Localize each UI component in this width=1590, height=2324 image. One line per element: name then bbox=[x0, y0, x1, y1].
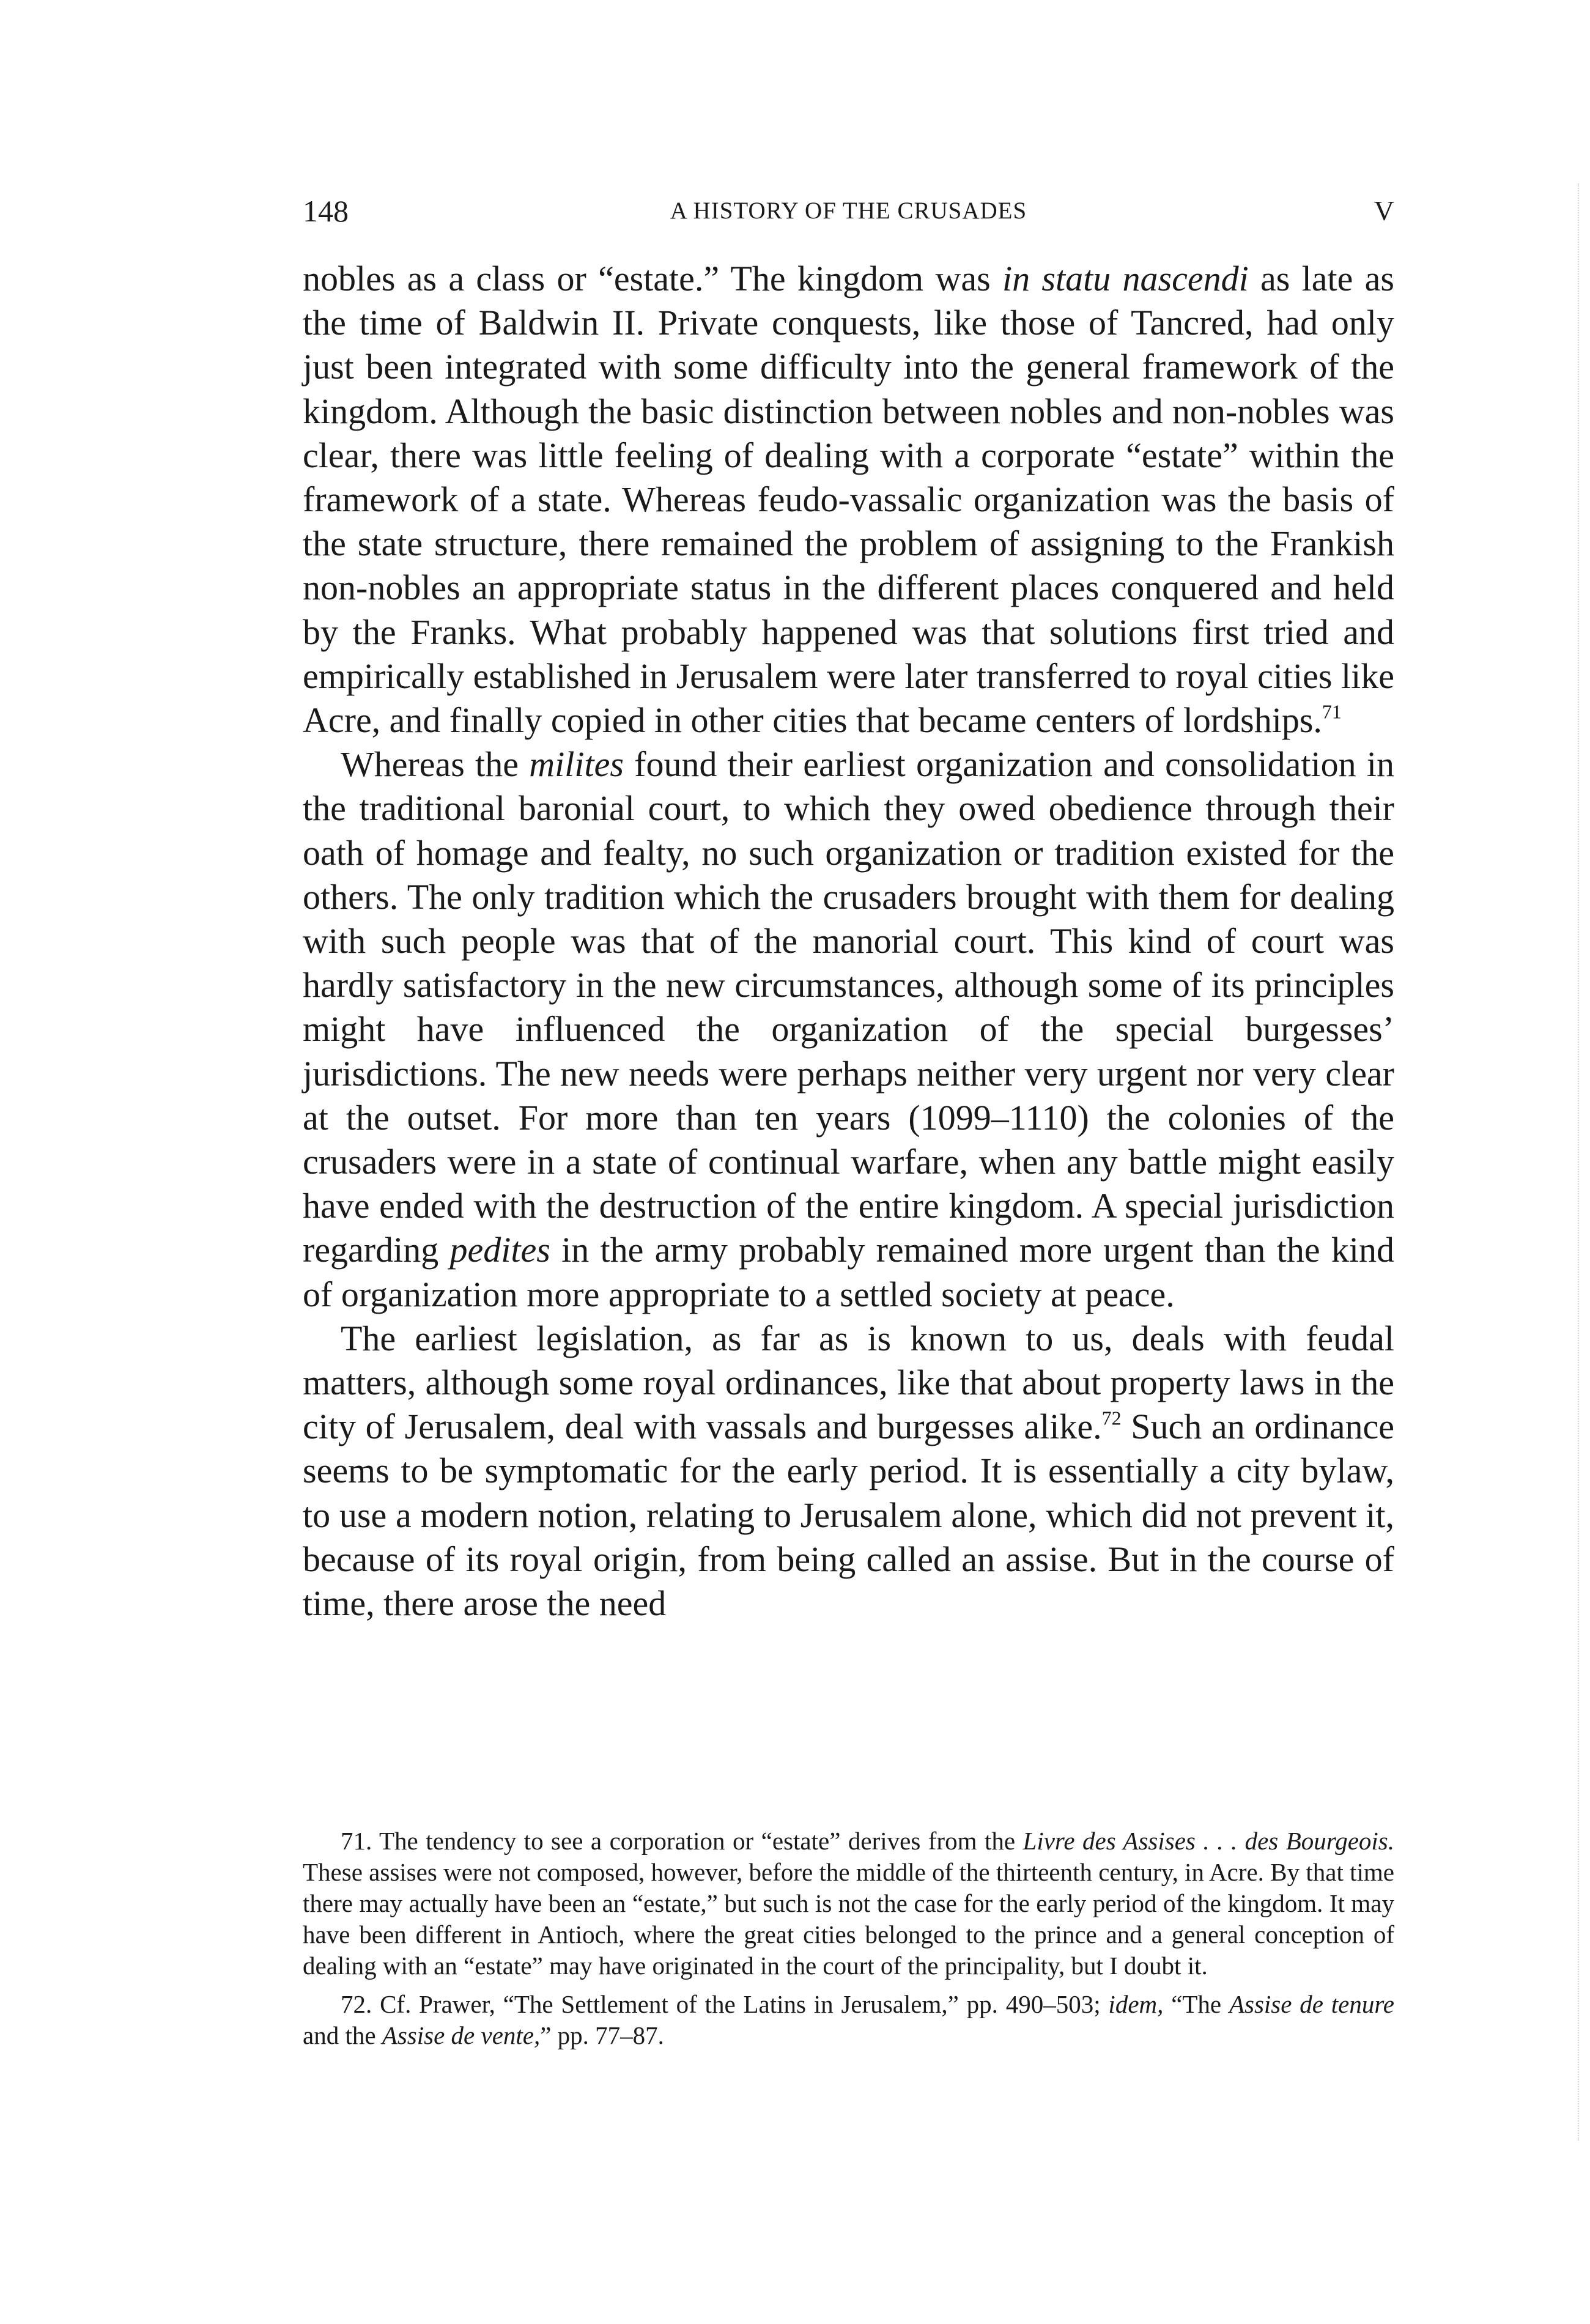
paragraph-1 bbox=[303, 257, 1394, 742]
paragraph-3 bbox=[303, 1317, 1394, 1626]
text-run: 71. The tendency to see a corporation or “estate” derives from the bbox=[341, 1827, 1023, 1855]
main-text bbox=[303, 257, 1394, 1626]
text-run: The earliest legislation, as far as is known to us, deals with feudal matters, although some royal ordinances, like that about property laws in the city of Jerusalem, deal with vassals and burgesses alike. bbox=[303, 1318, 1394, 1447]
italic-phrase: milites bbox=[529, 744, 624, 785]
footnote-72 bbox=[303, 1989, 1394, 2051]
text-run: Whereas the bbox=[341, 744, 530, 785]
text-run: “The bbox=[1163, 1990, 1229, 2018]
footnote-ref-72: 72 bbox=[1101, 1407, 1122, 1429]
text-run: as late as the time of Baldwin II. Private conquests, like those of Tancred, had only just been integrated with some difficulty into the general framework of the kingdom. Although the basic distinction between nobles and non-nobles was clear, there was little feeling of dealing with a corporate “estate” within the framework of a state. Whereas feudo-vassalic organization was the basis of the state structure, there remained the problem of assigning to the Frankish non-nobles an appropriate status in the different places conquered and held by the Franks. What probably happened was that solutions first tried and empirically established in Jerusalem were later transferred to royal cities like Acre, and finally copied in other cities that became centers of lordships. bbox=[303, 259, 1394, 741]
text-run: nobles as a class or “estate.” The kingdom was bbox=[303, 259, 1002, 298]
text-run: 72. Cf. Prawer, “The Settlement of the Latins in Jerusalem,” pp. 490–503; bbox=[341, 1990, 1109, 2018]
page-number: 148 bbox=[303, 194, 349, 228]
paragraph-2 bbox=[303, 742, 1394, 1317]
italic-phrase: pedites bbox=[449, 1230, 550, 1270]
text-run: found their earliest organization and consolidation in the traditional baronial court, to which they owed obedience through their oath of homage and fealty, no such organization or tradition existed for the others. The only tradition which the crusaders brought with them for dealing with such people was that of the manorial court. This kind of court was hardly satisfactory in the new circumstances, although some of its principles might have influenced the organization of the special burgesses’ jurisdictions. The new needs were perhaps neither very urgent nor very clear at the outset. For more than ten years (1099–1110) the colonies of the crusaders were in a state of continual warfare, when any battle might easily have ended with the destruction of the entire kingdom. A special jurisdiction regarding bbox=[303, 744, 1394, 1270]
footnote-71 bbox=[303, 1826, 1394, 1982]
italic-phrase: Assise de tenure bbox=[1229, 1990, 1394, 2018]
part-label: V bbox=[1374, 195, 1394, 226]
italic-phrase: Assise de vente, bbox=[382, 2021, 541, 2049]
footnote-ref-71: 71 bbox=[1322, 700, 1342, 723]
running-head: A HISTORY OF THE CRUSADES bbox=[670, 198, 1027, 224]
scan-edge-marks bbox=[1574, 183, 1579, 2141]
page-header bbox=[303, 190, 1394, 232]
text-run: and the bbox=[303, 2021, 382, 2049]
italic-phrase: idem, bbox=[1108, 1990, 1164, 2018]
italic-phrase: in statu nascendi bbox=[1002, 259, 1249, 298]
footnotes bbox=[303, 1826, 1394, 2051]
text-run: These assises were not composed, however, before the middle of the thirteenth century, in Acre. By that time there may actually have been an “estate,” but such is not the case for the early period of the kingdom. It may have been different in Antioch, where the great cities belonged to the prince and a general conception of dealing with an “estate” may have originated in the court of the principality, but I doubt it. bbox=[303, 1858, 1394, 1980]
text-run: ” pp. 77–87. bbox=[540, 2021, 664, 2049]
text-run: Such an ordinance seems to be symptomatic for the early period. It is essentially a city bylaw, to use a modern notion, relating to Jerusalem alone, which did not prevent it, because of its royal origin, from being called an assise. But in the course of time, there arose the need bbox=[303, 1407, 1395, 1624]
italic-phrase: Livre des Assises . . . des Bourgeois. bbox=[1022, 1827, 1394, 1855]
text-run: in the army probably remained more urgent than the kind of organization more appropriate to a settled society at peace. bbox=[303, 1230, 1394, 1314]
